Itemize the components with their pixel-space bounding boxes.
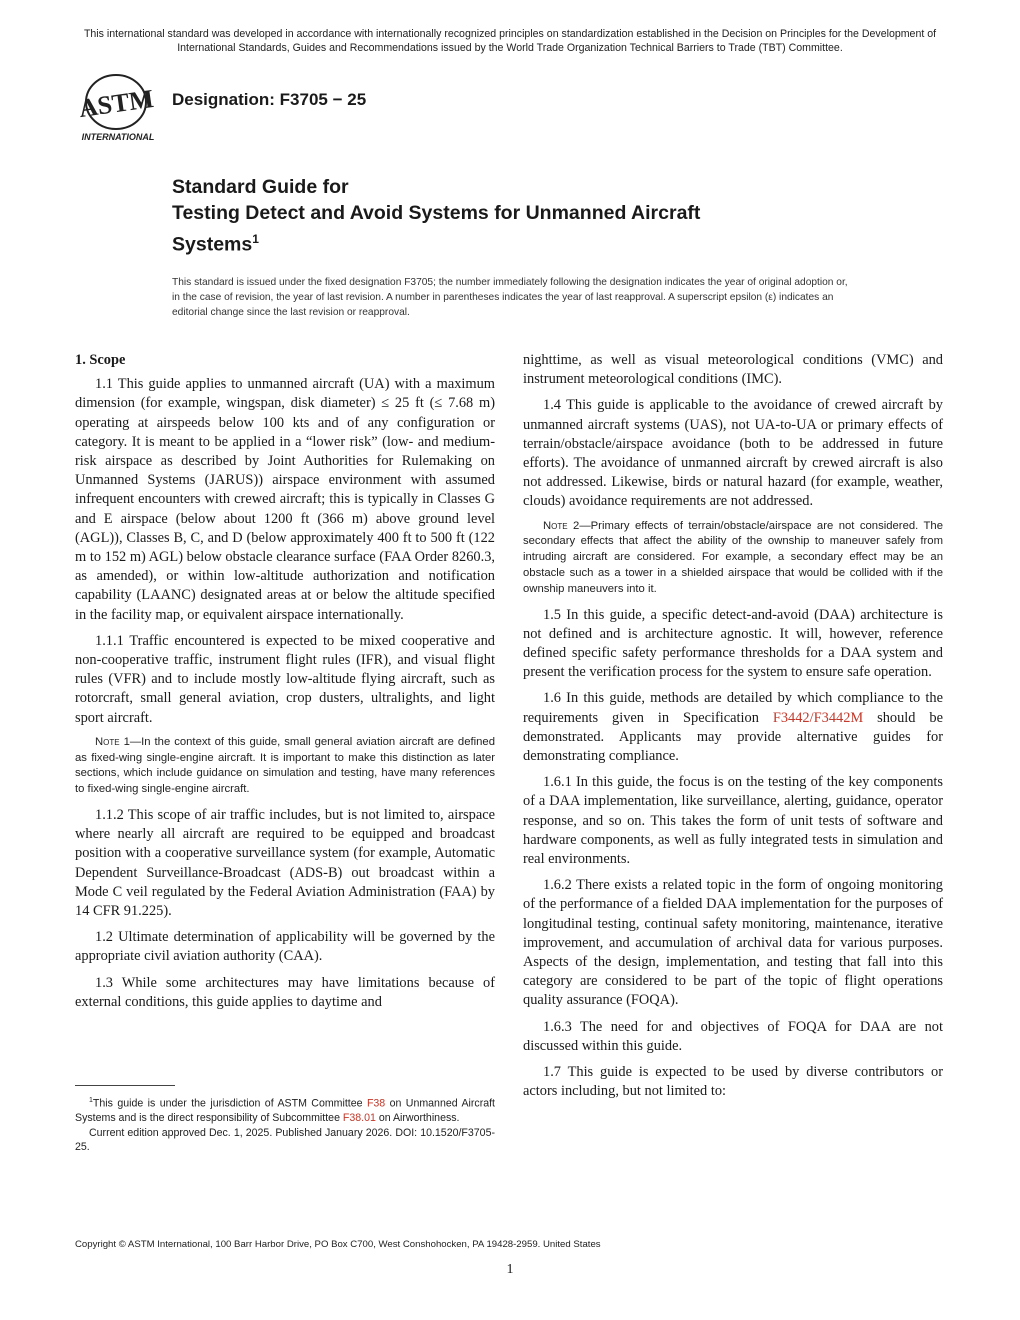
title-line-2: Testing Detect and Avoid Systems for Unmanned Aircraft [172,202,701,224]
paragraph-1-3-continued: nighttime, as well as visual meteorological conditions (VMC) and instrument meteorological conditions (IMC). [523,352,943,388]
logo-text: ASTM [76,83,156,124]
logo-subtext: INTERNATIONAL [81,132,155,142]
astm-logo [72,70,164,148]
title-footnote-mark[interactable]: 1 [252,232,259,246]
paragraph-1-4: 1.4 This guide is applicable to the avoidance of crewed aircraft by unmanned aircraft systems (UAS), not UA-to-UA or primary effects of terrain/obstacle/airspace avoidance (both to be addressed in future efforts). The avoidance of unmanned aircraft by crewed aircraft is also not addressed. Likewise, birds or natural hazard (for example, weather, clouds) avoidance requirements are not addressed. [523,397,943,510]
paragraph-1-6-after: should be demonstrated. Applicants may provide alternative guides for demonstrating compliance. [523,709,943,765]
intl-standard-notice: This international standard was developed in accordance with internationally recognized principles on standardization established in the Decision on Principles for the Development of International Standards, Guides and Recommendations issued by the World Trade Organization Technical Barriers to Trade (TBT) Committee. [83,28,937,54]
document-title [172,174,872,258]
footnote [75,1094,495,1155]
subcommittee-link[interactable]: F38.01 [342,1112,376,1125]
paragraph-1-6-3: 1.6.3 The need for and objectives of FOQA for DAA are not discussed within this guide. [523,1018,943,1054]
note-2 [523,519,943,598]
footnote-text-b: on Unmanned Aircraft Systems and is the direct responsibility of Subcommittee [75,1097,496,1125]
paragraph-1-6 [523,689,943,766]
paragraph-1-3: 1.3 While some architectures may have limitations because of external conditions, this guide applies to daytime and [75,974,495,1010]
footnote-rule [75,1085,175,1086]
title-line-1: Standard Guide for [172,176,349,198]
left-column [75,351,495,1019]
note-1 [75,735,495,798]
paragraph-1-2: 1.2 Ultimate determination of applicability will be governed by the appropriate civil aviation authority (CAA). [75,929,495,965]
footnote-jurisdiction [75,1094,495,1126]
copyright: Copyright © ASTM International, 100 Barr Harbor Drive, PO Box C700, West Conshohocken, PA 19428-2959. United States [75,1239,601,1250]
note-1-text: —In the context of this guide, small general aviation aircraft are defined as fixed-wing single-engine aircraft. It is important to make this distinction as later sections, which include guidance on simulation and testing, have many references to fixed-wing single-engine aircraft. [75,735,495,796]
footnote-edition: Current edition approved Dec. 1, 2025. Published January 2026. DOI: 10.1520/F3705-25. [75,1126,495,1154]
note-1-label: Note 1 [95,735,130,748]
note-2-label: Note 2 [543,519,580,532]
paragraph-1-7: 1.7 This guide is expected to be used by diverse contributors or actors including, but not limited to: [523,1064,943,1100]
paragraph-1-1-2: 1.1.2 This scope of air traffic includes, but is not limited to, airspace where nearly all aircraft are required to be equipped and broadcast position with a cooperative surveillance system (for example, Automatic Dependent Surveillance-Broadcast (ADS-B) out broadcast within a Mode C veil regulated by the Federal Aviation Administration (FAA) by 14 CFR 91.225). [75,807,495,920]
right-column [523,351,943,1108]
issued-note: This standard is issued under the fixed designation F3705; the number immediately following the designation indicates the year of original adoption or, in the case of revision, the year of last revision. A number in parentheses indicates the year of last reapproval. A superscript epsilon (ε) indicates an editorial change since the last revision or reapproval. [172,277,848,318]
paragraph-1-6-before: 1.6 In this guide, methods are detailed by which compliance to the requirements given in Specification [523,690,943,726]
paragraph-1-1-1: 1.1.1 Traffic encountered is expected to be mixed cooperative and non-cooperative traffic, instrument flight rules (IFR), and visual flight rules (VFR) and to include mostly low-altitude flying aircraft, such as rotorcraft, small general aviation, crop dusters, ultralights, and light sport aircraft. [75,632,495,726]
paragraph-1-1: 1.1 This guide applies to unmanned aircraft (UA) with a maximum dimension (for example, wingspan, disk diameter) ≤ 25 ft (≤ 7.68 m) operating at airspeeds below 100 kts and of any configuration or category. It is meant to be applied in a “lower risk” (low- and medium-risk airspace as described by Joint Authorities for Rulemaking on Unmanned Systems (JARUS)) airspace environment with assumed infrequent encounters with crewed aircraft; this is typically in Classes G and E airspace (below about 1200 ft (366 m) above ground level (AGL)), Classes B, C, and D (below approximately 400 ft to 500 ft (122 m to 152 m) AGL) below obstacle clearance surface (FAA Order 8260.3, as amended), or within low-altitude authorization and notification capability (LAANC) designated areas at or below the altitude specified in the facility map, or equivalent airspace internationally. [75,376,495,623]
paragraph-1-6-1: 1.6.1 In this guide, the focus is on the testing of the key components of a DAA implementation, like surveillance, alerting, guidance, operator response, and so on. This takes the form of unit tests of software and hardware components, as well as fully integrated tests in simulation and real environments. [523,774,943,868]
specification-link[interactable]: F3442/F3442M [772,709,864,726]
page-number: 1 [506,1262,514,1277]
note-2-text: —Primary effects of terrain/obstacle/airspace are not considered. The secondary effects that affect the ability of the ownship to maneuver safely from intruding aircraft are considered. For example, a secondary effect may be an obstacle such as a tower in a shielded airspace that would be collided with if the ownship maneuvers into it. [523,519,943,595]
paragraph-1-6-2: 1.6.2 There exists a related topic in the form of ongoing monitoring of the performance of a fielded DAA implementation for the purposes of longitudinal testing, continual safety monitoring, maintenance, iterative improvement, and accumulation of archival data for various purposes. Aspects of the design, implementation, and testing that fall into this category are considered to be part of the topic of flight operations quality assurance (FOQA). [523,877,943,1009]
footnote-text-c: on Airworthiness. [375,1112,460,1125]
section-heading-scope: 1. Scope [75,352,126,368]
paragraph-1-5: 1.5 In this guide, a specific detect-and-avoid (DAA) architecture is not defined and is architecture agnostic. It will, however, reference defined specific safety performance thresholds for a DAA system and present the verification process for the system to ensure safe operation. [523,606,943,681]
footnote-text-a: This guide is under the jurisdiction of ASTM Committee [92,1097,367,1110]
footnote-mark: 1 [89,1097,93,1104]
designation: Designation: F3705 − 25 [172,90,367,109]
title-line-3: Systems [172,233,253,256]
committee-link[interactable]: F38 [366,1097,386,1110]
